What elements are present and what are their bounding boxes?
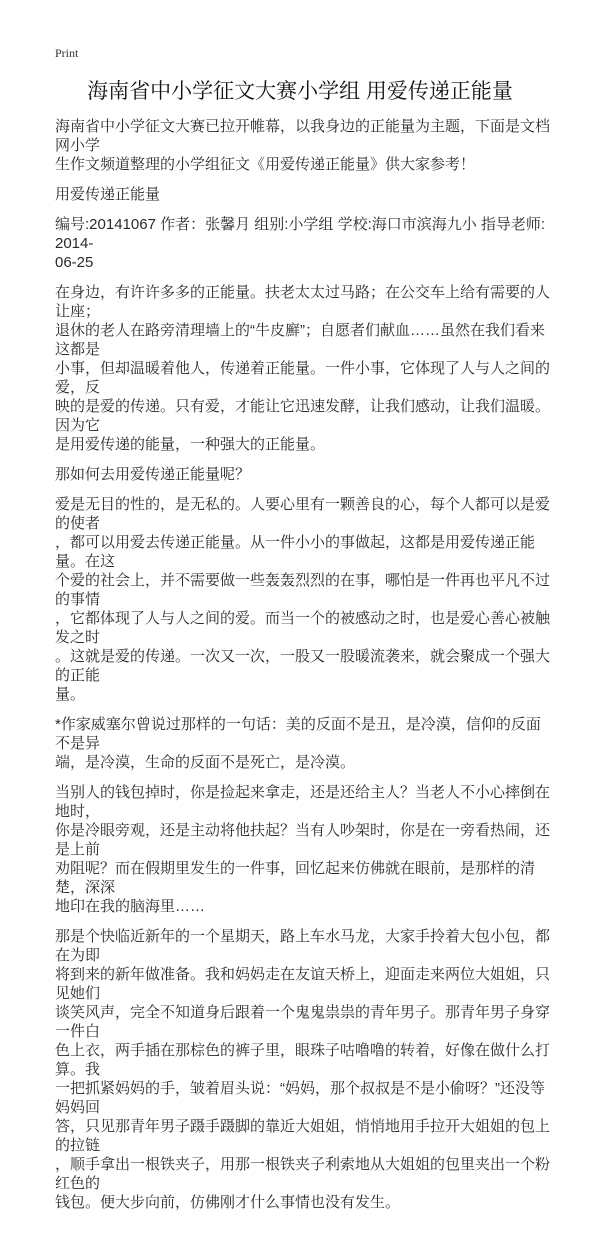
quote-paragraph (55, 715, 550, 772)
print-label[interactable]: Print (55, 46, 79, 60)
text-line: 钱包。便大步向前，仿佛刚才什么事情也没有发生。 (55, 1194, 401, 1211)
text-line: 海南省中小学征文大赛已拉开帷幕，以我身边的正能量为主题，下面是文档网小学 (55, 118, 551, 154)
text-line: 。这就是爱的传递。一次又一次，一股又一股暖流袭来，就会聚成一个强大的正能 (55, 648, 551, 684)
text-line: 06-25 (55, 254, 94, 271)
text-line: 谈笑风声，完全不知道身后跟着一个鬼鬼祟祟的青年男子。那青年男子身穿一件白 (55, 1004, 551, 1040)
text-line: 那是个快临近新年的一个星期天，路上车水马龙，大家手拎着大包小包，都在为即 (55, 928, 551, 964)
text-line: 生作文频道整理的小学组征文《用爱传递正能量》供大家参考！ (55, 156, 476, 173)
text-line: 当别人的钱包掉时，你是捡起来拿走，还是还给主人？当老人不小心摔倒在地时， (55, 784, 551, 820)
text-line: ，顺手拿出一根铁夹子，用那一根铁夹子利索地从大姐姐的包里夹出一个粉红色的 (55, 1156, 551, 1192)
text-line: 退休的老人在路旁清理墙上的“牛皮廯”；自愿者们献血……虽然在我们看来这都是 (55, 322, 545, 358)
text-line: 爱是无目的性的，是无私的。人要心里有一颗善良的心，每个人都可以是爱的使者 (55, 496, 551, 532)
essay-subtitle: 用爱传递正能量 (55, 186, 161, 203)
text-line: 一把抓紧妈妈的手，皱着眉头说：“妈妈，那个叔叔是不是小偷呀？”还没等妈妈回 (55, 1080, 545, 1116)
intro-paragraph (55, 117, 550, 174)
text-line: 量。 (55, 686, 86, 703)
text-line: 地印在我的脑海里…… (55, 898, 206, 915)
text-line: 在身边，有许许多多的正能量。扶老太太过马路；在公交车上给有需要的人让座； (55, 284, 551, 320)
text-line: 将到来的新年做准备。我和妈妈走在友谊天桥上，迎面走来两位大姐姐，只见她们 (55, 966, 551, 1002)
question-heading: 那如何去用爱传递正能量呢？ (55, 466, 251, 483)
text-line: 小事，但却温暖着他人，传递着正能量。一件小事，它体现了人与人之间的爱，反 (55, 360, 551, 396)
page-title: 海南省中小学征文大赛小学组 用爱传递正能量 (87, 80, 513, 103)
text-line: 答，只见那青年男子蹑手蹑脚的靠近大姐姐，悄悄地用手拉开大姐姐的包上的拉链 (55, 1118, 551, 1154)
text-line: ，都可以用爱去传递正能量。从一件小小的事做起，这都是用爱传递正能量。在这 (55, 534, 536, 570)
text-line: 色上衣，两手插在那棕色的裤子里，眼珠子咕噜噜的转着，好像在做什么打算。我 (55, 1042, 551, 1078)
text-line: 个爱的社会上，并不需要做一些轰轰烈烈的在事，哪怕是一件再也平凡不过的事情 (55, 572, 551, 608)
text-line: 编号:20141067 作者：张馨月 组别:小学组 学校:海口市滨海九小 指导老师: 2014- (55, 216, 546, 252)
paragraph-1 (55, 283, 550, 454)
paragraph-2 (55, 495, 550, 704)
text-line: 端，是冷漠，生命的反面不是死亡，是冷漠。 (55, 754, 356, 771)
essay-meta (55, 215, 550, 272)
text-line: 你是冷眼旁观，还是主动将他扶起？当有人吵架时，你是在一旁看热闹，还是上前 (55, 822, 551, 858)
text-line: ，它都体现了人与人之间的爱。而当一个的被感动之时，也是爱心善心被触发之时 (55, 610, 551, 646)
paragraph-3 (55, 783, 550, 916)
text-line: 是用爱传递的能量，一种强大的正能量。 (55, 436, 326, 453)
paragraph-4 (55, 927, 550, 1212)
text-line: 映的是爱的传递。只有爱，才能让它迅速发酵，让我们感动，让我们温暖。因为它 (55, 398, 551, 434)
text-line: *作家威塞尔曾说过那样的一句话：美的反面不是丑，是冷漠，信仰的反面不是异 (55, 716, 541, 752)
text-line: 劝阻呢？而在假期里发生的一件事，回忆起来仿佛就在眼前，是那样的清楚，深深 (55, 860, 536, 896)
